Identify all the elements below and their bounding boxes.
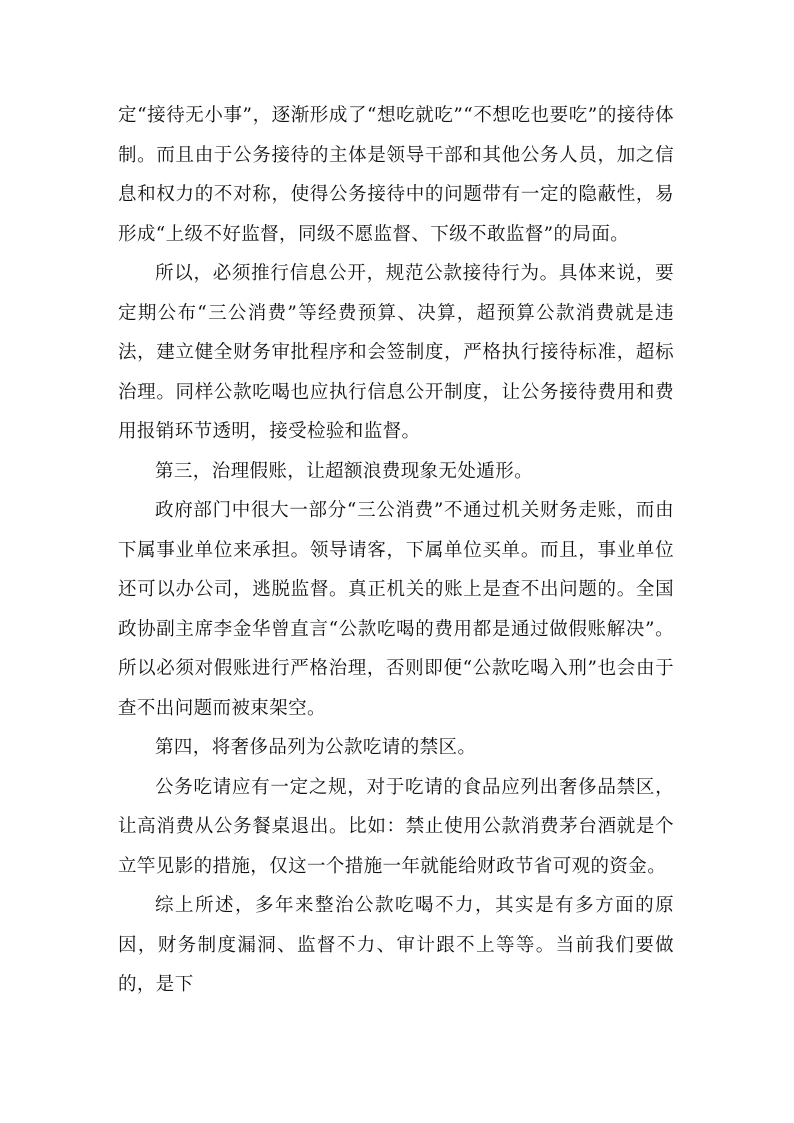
paragraph-5-heading: 第四，将奢侈品列为公款吃请的禁区。 (155, 737, 477, 758)
paragraph-3-heading: 第三，治理假账，让超额浪费现象无处遁形。 (155, 460, 534, 482)
paragraph-6: 公务吃请应有一定之规，对于吃请的食品应列出奢侈品禁区，让高消费从公务餐桌退出。比如：禁止使用公款消费茅台酒就是个立竿见影的措施，仅这一个措施一年就能给财政节省可观的资金。 (118, 776, 674, 877)
paragraph-4: 政府部门中很大一部分“三公消费”不通过机关财务走账，而由下属事业单位来承担。领导请客，下属单位买单。而且，事业单位还可以办公司，逃脱监督。真正机关的账上是查不出问题的。全国政协副主席李金华曾直言“公款吃喝的费用都是通过做假账解决”。所以必须对假账进行严格治理，否则即便“公款吃喝入刑”也会由于查不出问题而被束架空。 (118, 500, 674, 719)
paragraph-1: 定“接待无小事”，逐渐形成了“想吃就吃”“不想吃也要吃”的接待体制。而且由于公务接待的主体是领导干部和其他公务人员，加之信息和权力的不对称，使得公务接待中的问题带有一定的隐蔽性，易形成“上级不好监督，同级不愿监督、下级不敢监督”的局面。 (118, 105, 674, 245)
paragraph-2: 所以，必须推行信息公开，规范公款接待行为。具体来说，要定期公布“三公消费”等经费预算、决算，超预算公款消费就是违法，建立健全财务审批程序和会签制度，严格执行接待标准，超标治理。同样公款吃喝也应执行信息公开制度，让公务接待费用和费用报销环节透明，接受检验和监督。 (118, 263, 674, 442)
document-body (118, 96, 674, 1005)
paragraph-7: 综上所述，多年来整治公款吃喝不力，其实是有多方面的原因，财务制度漏洞、监督不力、审计跟不上等等。当前我们要做的，是下 (118, 895, 674, 995)
